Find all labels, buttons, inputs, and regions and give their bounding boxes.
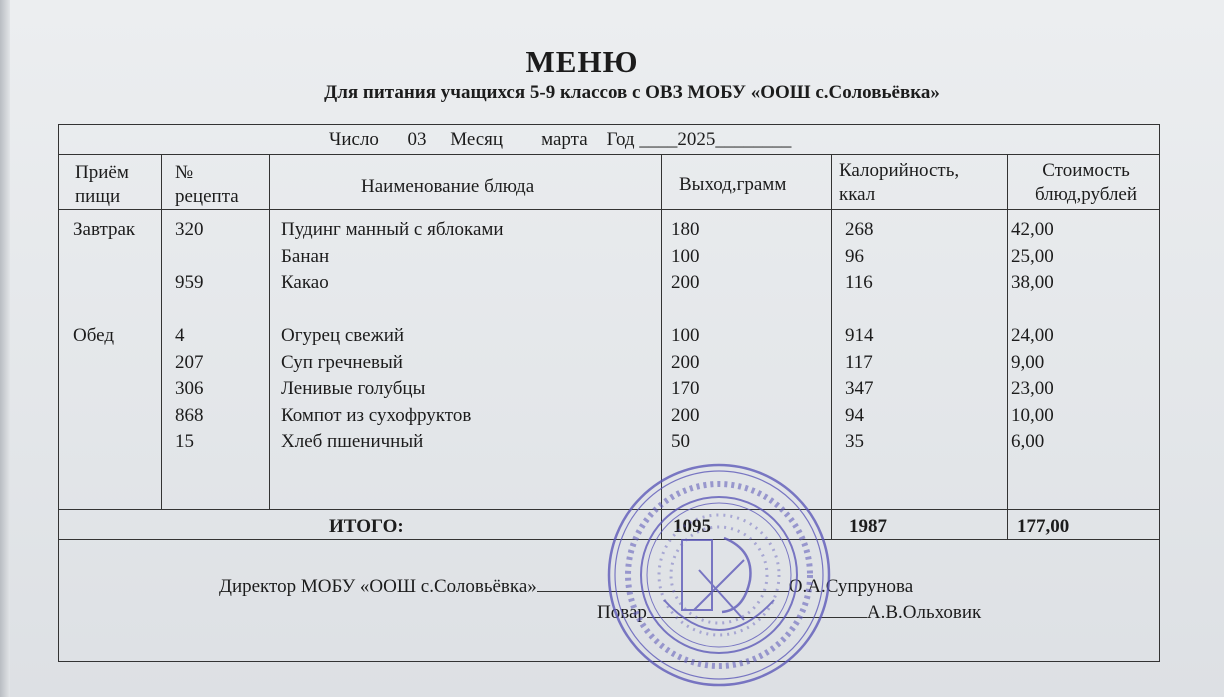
table-cell-cost: 25,00 [1011, 245, 1054, 267]
header-cost-line2: блюд,рублей [1034, 184, 1138, 205]
table-cell-dish: Суп гречневый [281, 351, 403, 373]
header-recipe-line2: рецепта [175, 186, 239, 207]
table-cell-recipe [175, 297, 204, 324]
table-cell-calories: 96 [845, 245, 864, 267]
date-bar: Число 03 Месяц марта Год ____2025________ [329, 129, 792, 150]
divider-date [59, 154, 1159, 155]
table-cell-calories [845, 297, 874, 324]
header-calories [839, 159, 959, 207]
table-cell-calories: 914 [845, 325, 874, 346]
table-cell-dish: Компот из сухофруктов [281, 404, 472, 426]
table-cell-output: 200 [671, 404, 700, 426]
day-label: Число [329, 129, 379, 150]
meal-column [73, 217, 135, 456]
table-cell-recipe: 959 [175, 272, 204, 293]
header-cost-line1: Стоимость [1042, 160, 1130, 181]
total-output: 1095 [673, 516, 711, 537]
table-cell-cost: 42,00 [1011, 219, 1054, 240]
table-cell-cost: 10,00 [1011, 404, 1054, 426]
output-column [671, 217, 700, 456]
table-cell-recipe: 320 [175, 219, 204, 240]
header-calories-line2: ккал [839, 184, 876, 205]
header-meal-line2: пищи [75, 186, 121, 207]
table-cell-cost: 6,00 [1011, 431, 1045, 452]
total-calories: 1987 [849, 516, 887, 537]
table-cell-meal [73, 350, 135, 377]
col-divider-5 [1007, 154, 1008, 539]
table-cell-meal: Завтрак [73, 219, 136, 240]
calories-column [845, 217, 874, 456]
table-cell-recipe: 868 [175, 404, 204, 426]
table-cell-recipe: 15 [175, 431, 194, 452]
round-seal-icon [604, 460, 834, 690]
table-cell-cost: 9,00 [1011, 351, 1045, 373]
table-cell-output: 200 [671, 351, 700, 373]
page-title: МЕНЮ [525, 44, 639, 79]
cook-name: А.В.Ольховик [866, 602, 982, 623]
table-cell-calories: 116 [845, 272, 873, 293]
month-value: марта [541, 129, 588, 150]
table-cell-calories: 35 [845, 431, 864, 452]
recipe-column [175, 217, 204, 456]
table-cell-output: 100 [671, 325, 700, 346]
header-output: Выход,грамм [679, 174, 787, 195]
header-dish: Наименование блюда [361, 176, 535, 197]
table-cell-dish: Банан [281, 245, 330, 267]
dish-column [281, 217, 504, 456]
table-cell-dish: Ленивые голубцы [281, 378, 426, 399]
table-cell-meal [73, 376, 135, 403]
total-cost: 177,00 [1017, 516, 1070, 537]
header-calories-line1: Калорийность, [839, 160, 960, 181]
table-cell-cost: 38,00 [1011, 272, 1054, 293]
col-divider-2 [269, 154, 270, 509]
page-subtitle: Для питания учащихся 5-9 классов с ОВЗ МОБУ «ООШ с.Соловьёвка» [324, 82, 940, 103]
year-value: 2025 [677, 129, 716, 150]
table-cell-calories: 347 [845, 378, 874, 399]
table-cell-recipe: 207 [175, 351, 204, 373]
table-cell-meal [73, 297, 135, 324]
table-cell-dish: Пудинг манный с яблоками [281, 219, 504, 240]
header-recipe-line1: № [175, 162, 194, 183]
table-cell-calories: 94 [845, 404, 864, 426]
header-cost [1021, 159, 1151, 207]
table-cell-cost: 23,00 [1011, 378, 1054, 399]
header-recipe [175, 161, 239, 209]
table-cell-dish: Хлеб пшеничный [281, 431, 424, 452]
month-label: Месяц [450, 129, 504, 150]
divider-header [59, 209, 1159, 210]
director-name: О.А.Супрунова [788, 576, 914, 597]
table-cell-meal [73, 403, 135, 430]
director-label: Директор МОБУ «ООШ с.Соловьёвка» [219, 576, 537, 597]
table-cell-recipe: 306 [175, 378, 204, 399]
paper-edge [0, 0, 10, 697]
table-cell-meal: Обед [73, 325, 114, 346]
table-cell-meal [73, 270, 135, 297]
table-cell-output: 200 [671, 272, 700, 293]
table-cell-cost: 24,00 [1011, 325, 1054, 346]
table-cell-cost [1011, 297, 1054, 324]
table-cell-dish [281, 297, 504, 324]
table-cell-meal [73, 244, 135, 271]
year-label: Год [606, 129, 635, 150]
day-value: 03 [407, 129, 427, 150]
table-cell-calories: 117 [845, 351, 873, 373]
table-cell-recipe: 4 [175, 325, 185, 346]
table-cell-output: 50 [671, 431, 690, 452]
table-cell-output: 100 [671, 245, 700, 267]
header-meal [75, 161, 129, 209]
table-cell-output: 170 [671, 378, 700, 399]
table-cell-meal [73, 429, 135, 456]
table-cell-dish: Огурец свежий [281, 325, 405, 346]
col-divider-1 [161, 154, 162, 509]
cost-column [1011, 217, 1054, 456]
table-cell-output [671, 297, 700, 324]
table-cell-output: 180 [671, 219, 700, 240]
table-cell-recipe [175, 244, 204, 271]
table-cell-calories: 268 [845, 219, 874, 240]
total-label: ИТОГО: [329, 516, 404, 537]
header-meal-line1: Приём [75, 162, 129, 183]
cook-label: Повар [597, 602, 647, 623]
table-cell-dish: Какао [281, 272, 329, 293]
